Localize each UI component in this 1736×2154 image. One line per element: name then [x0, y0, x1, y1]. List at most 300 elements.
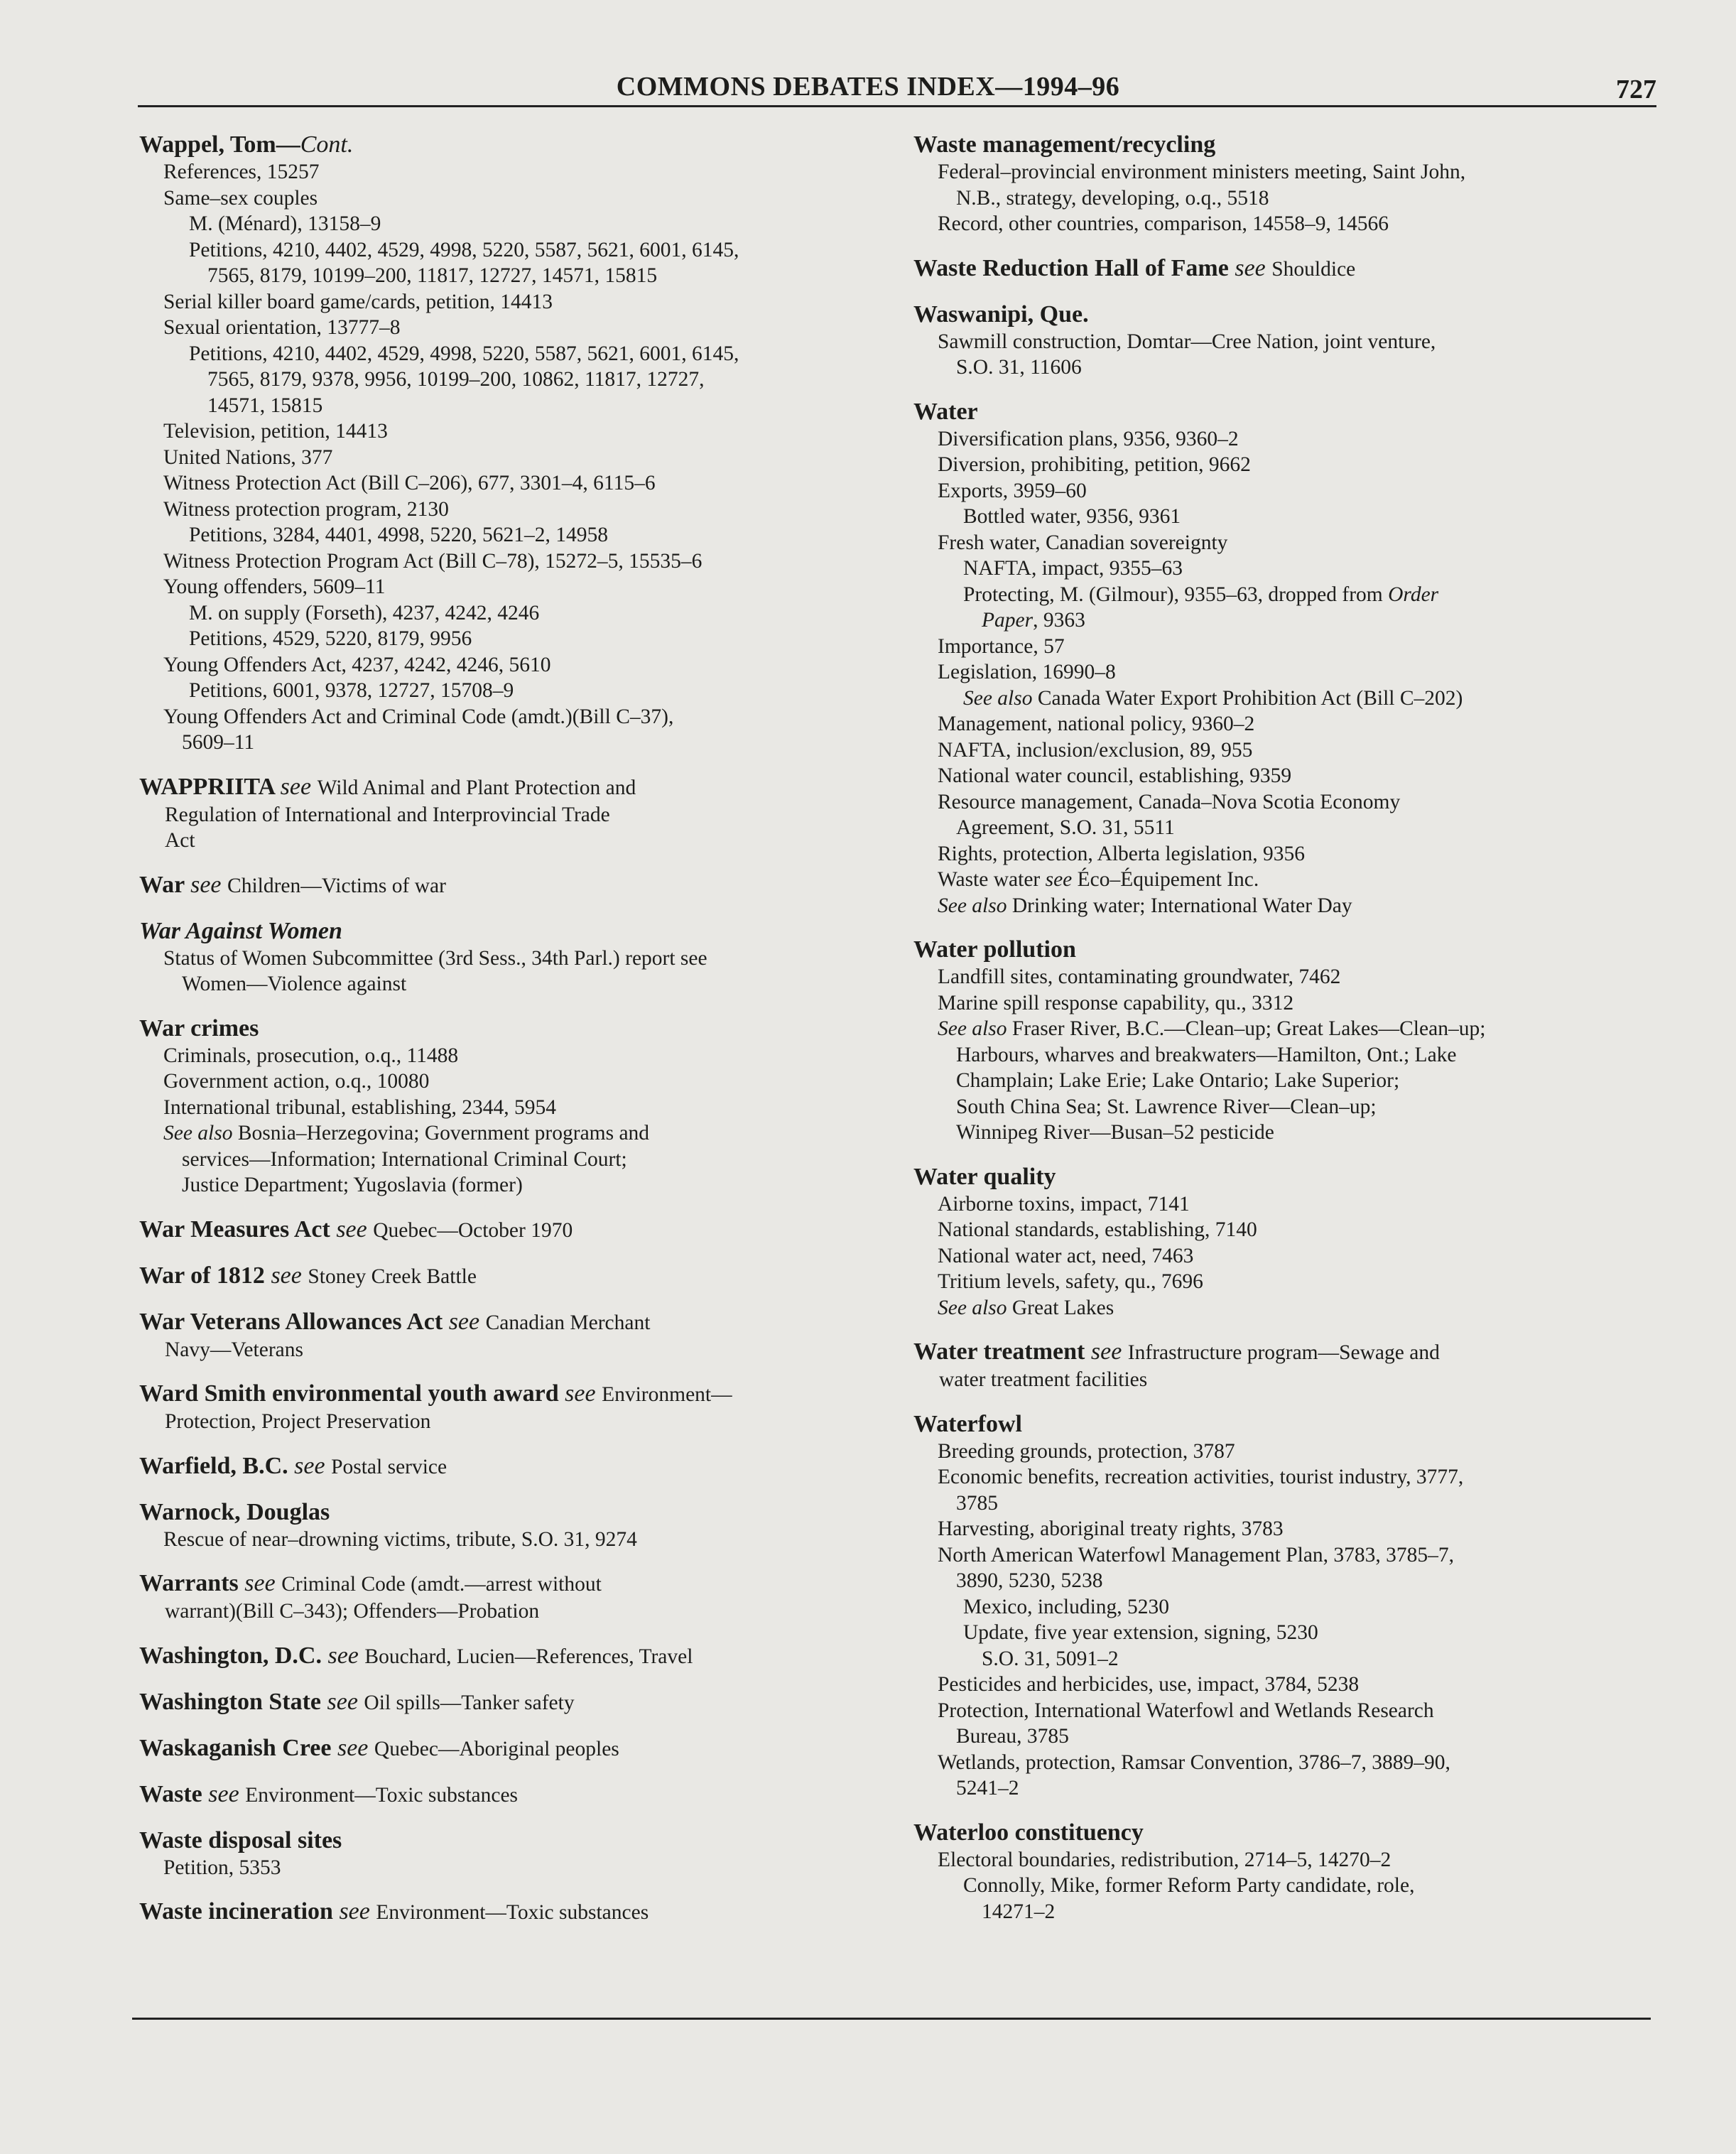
see-target: Éco–Équipement Inc.	[1077, 868, 1259, 891]
subentry-text: Justice Department; Yugoslavia (former)	[182, 1174, 523, 1196]
index-entry	[913, 936, 1666, 1146]
heading-text: Wappel, Tom—	[139, 131, 300, 158]
index-subentry	[913, 1698, 1666, 1724]
see-target: Canadian Merchant	[485, 1311, 651, 1334]
subentry-text: Rights, protection, Alberta legislation, 9356	[938, 842, 1305, 865]
subentry-text: Exports, 3959–60	[938, 479, 1087, 502]
heading-text: Water quality	[913, 1163, 1056, 1190]
index-subentry	[139, 341, 892, 367]
index-subentry	[139, 289, 892, 315]
index-subentry	[913, 1899, 1666, 1925]
index-subentry	[913, 1191, 1666, 1218]
index-subentry	[139, 1172, 892, 1198]
subentry-text: services—Information; International Criminal Court;	[182, 1147, 627, 1171]
subentry-text: Harbours, wharves and breakwaters—Hamilton, Ont.; Lake	[956, 1043, 1457, 1066]
subentry-text: , 9363	[1033, 609, 1085, 632]
subentry-text: Mexico, including, 5230	[963, 1595, 1170, 1618]
see-label: see	[327, 1688, 358, 1715]
index-subentry	[913, 426, 1666, 453]
index-entry	[139, 1569, 892, 1625]
see-target: Environment—Toxic substances	[376, 1901, 649, 1924]
index-subentry	[913, 1439, 1666, 1465]
entry-heading	[913, 1819, 1666, 1847]
subentry-text: 14271–2	[982, 1900, 1056, 1923]
subentry-text: National water act, need, 7463	[938, 1244, 1194, 1267]
heading-text: Warnock, Douglas	[139, 1498, 330, 1525]
subentry-text: Sawmill construction, Domtar—Cree Nation, joint venture,	[938, 330, 1436, 353]
see-target: Shouldice	[1271, 257, 1356, 281]
index-subentry	[913, 582, 1666, 608]
heading-text: Water	[913, 398, 978, 425]
index-subentry	[913, 1723, 1666, 1750]
index-subentry	[913, 763, 1666, 789]
index-entry	[913, 301, 1666, 381]
heading-text: War of 1812	[139, 1262, 265, 1289]
index-entry	[139, 917, 892, 997]
see-target: Environment—Toxic substances	[245, 1783, 519, 1807]
index-subentry	[139, 211, 892, 237]
subentry-text: Wetlands, protection, Ramsar Convention, 3786–7, 3889–90,	[938, 1750, 1450, 1774]
subentry-text: Television, petition, 14413	[163, 420, 388, 443]
see-continuation: Protection, Project Preservation	[165, 1410, 431, 1433]
index-subentry	[913, 1490, 1666, 1517]
see-target: Quebec—October 1970	[373, 1218, 573, 1242]
entry-heading	[139, 1569, 892, 1598]
see-label: see	[565, 1380, 596, 1407]
subentry-text: Same–sex couples	[163, 186, 318, 210]
index-subentry	[139, 548, 892, 575]
index-subentry	[913, 990, 1666, 1017]
see-also-label: See also	[963, 686, 1033, 710]
index-subentry	[913, 893, 1666, 919]
heading-text: Waterfowl	[913, 1410, 1022, 1437]
subentry-text: Witness protection program, 2130	[163, 497, 449, 521]
subentry-text: Legislation, 16990–8	[938, 661, 1116, 683]
entry-heading	[139, 773, 892, 802]
subentry-text: 3785	[956, 1491, 998, 1515]
subentry-text: South China Sea; St. Lawrence River—Clean–up;	[956, 1095, 1377, 1118]
index-subentry	[139, 1855, 892, 1881]
page-number: 727	[1616, 75, 1656, 104]
index-entry	[139, 1308, 892, 1363]
see-label: see	[294, 1452, 325, 1479]
index-subentry	[913, 1068, 1666, 1094]
subentry-text: Landfill sites, contaminating groundwater, 7462	[938, 965, 1341, 988]
index-subentry	[913, 607, 1666, 634]
subentry-text: Breeding grounds, protection, 3787	[938, 1439, 1235, 1463]
index-subentry	[139, 1147, 892, 1173]
subentry-text: 5609–11	[182, 731, 255, 754]
heading-text: WAPPRIITA	[139, 773, 275, 800]
index-entry	[913, 1163, 1666, 1321]
index-subentry	[913, 1217, 1666, 1243]
subentry-text: Airborne toxins, impact, 7141	[938, 1192, 1190, 1216]
index-subentry	[913, 1016, 1666, 1042]
index-entry	[913, 1410, 1666, 1802]
footer-rule	[132, 2018, 1651, 2020]
left-column	[139, 131, 892, 1944]
index-entry	[139, 1452, 892, 1481]
subentry-text: Petitions, 4529, 5220, 8179, 9956	[189, 627, 472, 650]
index-subentry	[913, 1594, 1666, 1620]
see-label: see	[208, 1780, 239, 1807]
index-entry	[913, 1819, 1666, 1925]
subentry-text: United Nations, 377	[163, 445, 333, 469]
index-subentry	[139, 652, 892, 678]
index-subentry	[139, 626, 892, 652]
entry-heading	[913, 1410, 1666, 1439]
index-subentry	[139, 418, 892, 445]
entry-heading	[139, 1380, 892, 1409]
entry-heading	[139, 1216, 892, 1245]
entry-heading	[913, 301, 1666, 329]
heading-text: War Measures Act	[139, 1216, 330, 1243]
subentry-text: Status of Women Subcommittee (3rd Sess., 34th Parl.) report see	[163, 946, 707, 970]
index-subentry	[139, 704, 892, 730]
index-subentry	[139, 678, 892, 704]
see-label: see	[336, 1216, 367, 1243]
subentry-text: Connolly, Mike, former Reform Party candidate, role,	[963, 1874, 1415, 1897]
entry-heading	[139, 1642, 892, 1671]
subentry-text: Harvesting, aboriginal treaty rights, 3783	[938, 1517, 1284, 1540]
subentry-text: Great Lakes	[1011, 1296, 1114, 1319]
index-subentry	[913, 737, 1666, 764]
index-entry	[913, 254, 1666, 283]
index-subentry	[913, 1775, 1666, 1802]
see-also-label: See also	[938, 1017, 1007, 1040]
see-label: see	[1045, 868, 1073, 891]
index-subentry	[139, 1527, 892, 1553]
subentry-text: Diversification plans, 9356, 9360–2	[938, 427, 1239, 450]
index-entry	[139, 1642, 892, 1671]
subentry-text: Canada Water Export Prohibition Act (Bill C–202)	[1037, 686, 1463, 710]
subentry-text: Diversion, prohibiting, petition, 9662	[938, 453, 1251, 476]
entry-heading	[913, 1338, 1666, 1367]
index-entry	[139, 131, 892, 756]
index-subentry	[913, 329, 1666, 355]
heading-text: Waswanipi, Que.	[913, 301, 1089, 328]
heading-text: Waterloo constituency	[913, 1819, 1144, 1846]
subentry-text: N.B., strategy, developing, o.q., 5518	[956, 186, 1269, 210]
heading-text: Waskaganish Cree	[139, 1734, 332, 1761]
subentry-text: M. (Ménard), 13158–9	[189, 212, 381, 235]
index-entry	[139, 1734, 892, 1763]
index-subentry	[139, 946, 892, 972]
index-subentry	[913, 841, 1666, 867]
subentry-text: 14571, 15815	[207, 394, 323, 417]
heading-text: Waste disposal sites	[139, 1826, 342, 1853]
subentry-text: North American Waterfowl Management Plan, 3783, 3785–7,	[938, 1543, 1455, 1566]
continued-label: Cont.	[300, 131, 354, 158]
subentry-text: Government action, o.q., 10080	[163, 1070, 430, 1093]
index-subentry	[139, 159, 892, 185]
index-subentry	[913, 634, 1666, 660]
entry-heading	[913, 254, 1666, 283]
subentry-text: S.O. 31, 5091–2	[982, 1647, 1119, 1670]
index-subentry	[139, 445, 892, 471]
subentry-text: Resource management, Canada–Nova Scotia Economy	[938, 790, 1401, 813]
see-label: see	[448, 1308, 480, 1335]
subentry-text: References, 15257	[163, 161, 320, 183]
index-entry	[913, 1338, 1666, 1393]
index-subentry	[139, 263, 892, 289]
see-continuation: Regulation of International and Interprovincial Trade	[165, 803, 610, 826]
heading-text: Waste Reduction Hall of Fame	[913, 254, 1229, 281]
subentry-text: Rescue of near–drowning victims, tribute, S.O. 31, 9274	[163, 1527, 637, 1551]
index-entry	[139, 1780, 892, 1809]
entry-heading	[913, 936, 1666, 964]
subentry-text: Women—Violence against	[182, 973, 407, 995]
index-subentry	[139, 470, 892, 497]
subentry-text: 5241–2	[956, 1777, 1019, 1799]
subentry-text: Petitions, 4210, 4402, 4529, 4998, 5220, 5587, 5621, 6001, 6145,	[189, 342, 739, 365]
index-subentry	[913, 1120, 1666, 1146]
subentry-text: Serial killer board game/cards, petition, 14413	[163, 290, 553, 313]
subentry-text: Federal–provincial environment ministers meeting, Saint John,	[938, 161, 1466, 183]
see-target: Criminal Code (amdt.—arrest without	[281, 1573, 602, 1596]
entry-heading	[139, 1734, 892, 1763]
entry-heading	[139, 1688, 892, 1717]
subentry-text: NAFTA, inclusion/exclusion, 89, 955	[938, 738, 1253, 762]
index-subentry	[913, 1646, 1666, 1672]
subentry-text: National water council, establishing, 9359	[938, 764, 1292, 787]
page-header-title: COMMONS DEBATES INDEX—1994–96	[616, 72, 1120, 102]
entry-heading	[139, 1308, 892, 1337]
heading-text: War Veterans Allowances Act	[139, 1308, 443, 1335]
subentry-text: Petitions, 3284, 4401, 4998, 5220, 5621–2, 14958	[189, 524, 609, 546]
see-target: Children—Victims of war	[227, 874, 446, 897]
index-subentry	[913, 504, 1666, 530]
index-subentry	[913, 1295, 1666, 1321]
see-target: Infrastructure program—Sewage and	[1127, 1341, 1440, 1364]
subentry-text: Importance, 57	[938, 634, 1065, 658]
index-entry	[913, 398, 1666, 919]
index-subentry	[913, 659, 1666, 686]
heading-text: Water pollution	[913, 936, 1076, 963]
subentry-text: National standards, establishing, 7140	[938, 1218, 1257, 1241]
index-subentry	[913, 1243, 1666, 1270]
index-subentry	[913, 789, 1666, 816]
entry-heading	[139, 871, 892, 900]
see-label: see	[1235, 254, 1266, 281]
subentry-text: Management, national policy, 9360–2	[938, 713, 1255, 735]
subentry-text: Protecting, M. (Gilmour), 9355–63, dropped from	[963, 583, 1383, 606]
see-label: see	[190, 871, 222, 898]
subentry-text: 3890, 5230, 5238	[956, 1569, 1103, 1592]
entry-heading	[139, 917, 892, 946]
index-subentry	[913, 1464, 1666, 1490]
see-continuation: warrant)(Bill C–343); Offenders—Probation	[165, 1600, 540, 1623]
see-target: Wild Animal and Plant Protection and	[317, 776, 636, 799]
entry-heading	[913, 1163, 1666, 1191]
see-continuation: Act	[165, 829, 195, 852]
index-subentry	[139, 315, 892, 341]
see-label: see	[244, 1570, 276, 1596]
subentry-text: Petitions, 6001, 9378, 12727, 15708–9	[189, 679, 514, 702]
index-subentry	[913, 1094, 1666, 1120]
see-label: see	[280, 773, 312, 800]
index-subentry	[913, 1620, 1666, 1646]
see-label: see	[327, 1642, 359, 1669]
subentry-text: Record, other countries, comparison, 14558–9, 14566	[938, 212, 1389, 235]
subentry-text: NAFTA, impact, 9355–63	[963, 557, 1183, 580]
index-subentry	[913, 185, 1666, 212]
index-subentry	[139, 393, 892, 419]
index-subentry	[913, 1269, 1666, 1295]
subentry-text: Young Offenders Act, 4237, 4242, 4246, 5610	[163, 653, 551, 676]
subentry-text: Fresh water, Canadian sovereignty	[938, 531, 1228, 554]
heading-text: Waste	[139, 1780, 202, 1807]
index-subentry	[913, 1516, 1666, 1542]
index-entry	[139, 1688, 892, 1717]
see-label: see	[1090, 1338, 1122, 1365]
subentry-text: Marine spill response capability, qu., 3312	[938, 991, 1294, 1014]
entry-heading	[139, 1780, 892, 1809]
index-subentry	[139, 237, 892, 264]
subentry-text: Tritium levels, safety, qu., 7696	[938, 1270, 1203, 1293]
index-subentry	[139, 1120, 892, 1147]
subentry-text: Bosnia–Herzegovina; Government programs and	[237, 1122, 650, 1144]
heading-text: War	[139, 871, 185, 898]
index-entry	[913, 131, 1666, 237]
entry-heading	[139, 1014, 892, 1043]
entry-heading	[913, 131, 1666, 159]
index-subentry	[139, 971, 892, 997]
see-also-label: See also	[938, 894, 1007, 917]
subentry-text: M. on supply (Forseth), 4237, 4242, 4246	[189, 601, 540, 624]
index-subentry	[139, 1095, 892, 1121]
heading-text: War crimes	[139, 1014, 259, 1041]
right-column	[913, 131, 1666, 1942]
see-target: Environment—	[602, 1383, 732, 1406]
index-subentry	[913, 964, 1666, 990]
subentry-text: Protection, International Waterfowl and Wetlands Research	[938, 1699, 1434, 1722]
entry-heading	[139, 1452, 892, 1481]
see-also-label: See also	[163, 1122, 233, 1144]
subentry-text: Bottled water, 9356, 9361	[963, 505, 1181, 528]
index-subentry	[139, 497, 892, 523]
heading-text: War Against Women	[139, 917, 342, 944]
subentry-text: Petitions, 4210, 4402, 4529, 4998, 5220, 5587, 5621, 6001, 6145,	[189, 238, 739, 261]
heading-text: Waste management/recycling	[913, 131, 1216, 158]
subentry-text: 7565, 8179, 10199–200, 11817, 12727, 14571, 15815	[207, 264, 658, 287]
index-entry	[139, 871, 892, 900]
entry-heading	[913, 398, 1666, 426]
index-subentry	[913, 211, 1666, 237]
index-subentry	[913, 1750, 1666, 1776]
index-subentry	[913, 1873, 1666, 1899]
subentry-text: Witness Protection Act (Bill C–206), 677, 3301–4, 6115–6	[163, 472, 656, 494]
index-subentry	[913, 1672, 1666, 1698]
subentry-text: Agreement, S.O. 31, 5511	[956, 816, 1175, 839]
heading-text: Water treatment	[913, 1338, 1085, 1365]
index-subentry	[913, 1847, 1666, 1873]
index-subentry	[913, 355, 1666, 381]
index-subentry	[913, 1568, 1666, 1594]
entry-heading	[139, 1826, 892, 1855]
index-subentry	[139, 367, 892, 393]
index-entry	[139, 1380, 892, 1435]
subentry-text: Criminals, prosecution, o.q., 11488	[163, 1044, 459, 1067]
index-subentry	[139, 522, 892, 548]
subentry-text: 7565, 8179, 9378, 9956, 10199–200, 10862, 11817, 12727,	[207, 368, 705, 391]
italic-text: Paper	[982, 609, 1034, 632]
heading-text: Washington, D.C.	[139, 1642, 322, 1669]
entry-heading	[139, 1898, 892, 1927]
subentry-text: Young Offenders Act and Criminal Code (amdt.)(Bill C–37),	[163, 705, 674, 728]
index-subentry	[139, 730, 892, 756]
index-entry	[139, 1498, 892, 1553]
subentry-text: Economic benefits, recreation activities, tourist industry, 3777,	[938, 1466, 1464, 1488]
index-subentry	[913, 1042, 1666, 1068]
index-subentry	[913, 867, 1666, 893]
heading-text: Warfield, B.C.	[139, 1452, 288, 1479]
subentry-text: Waste water	[938, 868, 1041, 891]
see-target: Bouchard, Lucien—References, Travel	[364, 1645, 693, 1668]
index-subentry	[139, 1043, 892, 1069]
see-target: Postal service	[331, 1455, 447, 1478]
index-entry	[139, 1014, 892, 1198]
index-subentry	[913, 452, 1666, 478]
index-entry	[139, 1216, 892, 1245]
index-subentry	[139, 574, 892, 600]
see-continuation: Navy—Veterans	[165, 1338, 303, 1361]
subentry-text: Sexual orientation, 13777–8	[163, 316, 401, 339]
see-label: see	[339, 1898, 370, 1925]
subentry-text: Pesticides and herbicides, use, impact, 3784, 5238	[938, 1673, 1360, 1696]
entry-heading	[139, 1262, 892, 1291]
header-rule	[138, 105, 1656, 107]
heading-text: Waste incineration	[139, 1898, 333, 1925]
subentry-text: Young offenders, 5609–11	[163, 575, 386, 598]
index-entry	[139, 773, 892, 854]
subentry-text: S.O. 31, 11606	[956, 356, 1082, 379]
index-subentry	[913, 1542, 1666, 1569]
index-subentry	[913, 530, 1666, 556]
subentry-text: Petition, 5353	[163, 1856, 281, 1879]
see-label: see	[337, 1734, 369, 1761]
subentry-text: Update, five year extension, signing, 5230	[963, 1621, 1318, 1644]
index-subentry	[913, 159, 1666, 185]
index-subentry	[139, 1068, 892, 1095]
index-entry	[139, 1826, 892, 1881]
subentry-text: Champlain; Lake Erie; Lake Ontario; Lake Superior;	[956, 1069, 1400, 1092]
index-subentry	[913, 556, 1666, 582]
see-continuation: water treatment facilities	[939, 1368, 1148, 1391]
see-target: Stoney Creek Battle	[308, 1265, 477, 1288]
italic-text: Order	[1388, 583, 1439, 606]
entry-heading	[139, 131, 892, 159]
subentry-text: Winnipeg River—Busan–52 pesticide	[956, 1121, 1274, 1144]
heading-text: Warrants	[139, 1570, 239, 1596]
index-subentry	[913, 478, 1666, 504]
index-subentry	[139, 600, 892, 627]
index-subentry	[913, 815, 1666, 841]
subentry-text: Witness Protection Program Act (Bill C–78), 15272–5, 15535–6	[163, 549, 702, 573]
index-entry	[139, 1898, 892, 1927]
index-subentry	[913, 686, 1666, 712]
subentry-text: Fraser River, B.C.—Clean–up; Great Lakes—Clean–up;	[1011, 1017, 1486, 1040]
see-also-label: See also	[938, 1296, 1007, 1319]
subentry-text: Bureau, 3785	[956, 1725, 1069, 1748]
index-subentry	[139, 185, 892, 212]
index-subentry	[913, 711, 1666, 737]
heading-text: Washington State	[139, 1688, 321, 1715]
see-label: see	[271, 1262, 302, 1289]
subentry-text: Drinking water; International Water Day	[1011, 894, 1352, 917]
subentry-text: International tribunal, establishing, 2344, 5954	[163, 1095, 557, 1119]
subentry-text: Electoral boundaries, redistribution, 2714–5, 14270–2	[938, 1848, 1391, 1871]
